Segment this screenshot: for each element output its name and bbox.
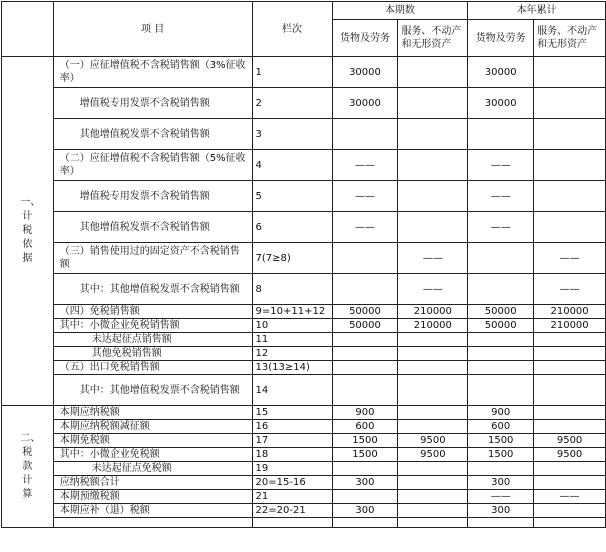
row-item: （五）出口免税销售额 (53, 361, 252, 375)
row-v2 (398, 361, 468, 375)
row-v1: 300 (332, 476, 398, 490)
row-item: 其中：其他增值税发票不含税销售额 (53, 375, 252, 406)
row-v4 (534, 420, 606, 434)
row-v2 (398, 333, 468, 347)
header-current-period: 本期数 (332, 2, 468, 20)
row-v4 (534, 406, 606, 420)
row-col: 10 (252, 319, 332, 333)
row-v2: —— (398, 274, 468, 305)
row-v3: —— (468, 490, 534, 504)
row-v1 (332, 243, 398, 274)
row-v1: 1500 (332, 434, 398, 448)
row-col: 15 (252, 406, 332, 420)
row-v1: —— (332, 212, 398, 243)
row-col: 8 (252, 274, 332, 305)
row-col: 1 (252, 57, 332, 88)
row-v2: —— (398, 243, 468, 274)
row-col: 9=10+11+12 (252, 305, 332, 319)
section-tax-calculation (2, 406, 54, 528)
row-col: 18 (252, 448, 332, 462)
row-col: 7(7≥8) (252, 243, 332, 274)
row-v4: —— (534, 243, 606, 274)
row-v4 (534, 476, 606, 490)
row-col: 3 (252, 119, 332, 150)
row-v1 (332, 375, 398, 406)
row-v3 (468, 243, 534, 274)
row-v3: 50000 (468, 319, 534, 333)
section-tax-basis (2, 57, 54, 406)
row-col: 21 (252, 490, 332, 504)
row-v1: 50000 (332, 319, 398, 333)
row-v1 (332, 462, 398, 476)
header-column-number: 栏次 (252, 2, 332, 57)
row-v1 (332, 333, 398, 347)
row-item: 本期应纳税额减征额 (53, 420, 252, 434)
header-cell-blank (2, 2, 54, 57)
row-v3: 300 (468, 476, 534, 490)
row-v2 (398, 490, 468, 504)
row-col: 12 (252, 347, 332, 361)
row-v3 (468, 462, 534, 476)
row-v3 (468, 361, 534, 375)
row-v3 (468, 119, 534, 150)
row-item: 本期应纳税额 (53, 406, 252, 420)
row-v1: 1500 (332, 448, 398, 462)
row-v2 (398, 518, 468, 528)
row-v4: 9500 (534, 434, 606, 448)
row-item (53, 518, 252, 528)
row-item: 本期应补（退）税额 (53, 504, 252, 518)
row-col: 19 (252, 462, 332, 476)
row-v3: —— (468, 150, 534, 181)
row-v2 (398, 420, 468, 434)
row-item: 本期免税额 (53, 434, 252, 448)
row-v4 (534, 119, 606, 150)
row-v4 (534, 57, 606, 88)
row-v2: 210000 (398, 319, 468, 333)
row-v4 (534, 375, 606, 406)
row-v1 (332, 274, 398, 305)
row-v3: 1500 (468, 448, 534, 462)
row-v2 (398, 504, 468, 518)
row-v1: 30000 (332, 57, 398, 88)
header-services: 服务、不动产和无形资产 (398, 20, 468, 57)
row-v4 (534, 150, 606, 181)
row-v4: 210000 (534, 305, 606, 319)
row-v2: 9500 (398, 448, 468, 462)
row-v2 (398, 406, 468, 420)
row-v2 (398, 462, 468, 476)
header-item: 项 目 (53, 2, 252, 57)
row-v4: —— (534, 490, 606, 504)
row-col (252, 518, 332, 528)
row-item: （一）应征增值税不含税销售额（3%征收率） (53, 57, 252, 88)
row-v3: 30000 (468, 88, 534, 119)
row-item: （四）免税销售额 (53, 305, 252, 319)
row-item: 其中：小微企业免税销售额 (53, 319, 252, 333)
row-v3: 30000 (468, 57, 534, 88)
row-v2 (398, 150, 468, 181)
row-v2 (398, 57, 468, 88)
row-item: 其中：小微企业免税额 (53, 448, 252, 462)
row-v4 (534, 462, 606, 476)
row-v3: 300 (468, 504, 534, 518)
row-item: 增值税专用发票不含税销售额 (53, 88, 252, 119)
row-col: 13(13≥14) (252, 361, 332, 375)
row-col: 11 (252, 333, 332, 347)
row-v4 (534, 518, 606, 528)
row-item: 其他免税销售额 (53, 347, 252, 361)
row-v2 (398, 119, 468, 150)
row-v1 (332, 518, 398, 528)
row-item: 增值税专用发票不含税销售额 (53, 181, 252, 212)
tax-return-table (1, 1, 606, 528)
row-item: 应纳税额合计 (53, 476, 252, 490)
section-tax-calculation-label: 二、税款计算 (20, 432, 41, 500)
row-v1: —— (332, 181, 398, 212)
row-v1: —— (332, 150, 398, 181)
row-v2 (398, 347, 468, 361)
row-v2 (398, 375, 468, 406)
row-col: 17 (252, 434, 332, 448)
header-goods-ytd: 货物及劳务 (468, 20, 534, 57)
row-v3: 1500 (468, 434, 534, 448)
row-v3: —— (468, 212, 534, 243)
row-item: 其他增值税发票不含税销售额 (53, 119, 252, 150)
row-v2 (398, 212, 468, 243)
row-v4 (534, 361, 606, 375)
row-v2: 9500 (398, 434, 468, 448)
row-col: 16 (252, 420, 332, 434)
row-v4: 9500 (534, 448, 606, 462)
row-v4 (534, 347, 606, 361)
header-services-ytd: 服务、不动产和无形资产 (534, 20, 606, 57)
row-v3: —— (468, 181, 534, 212)
row-col: 22=20-21 (252, 504, 332, 518)
row-v3 (468, 347, 534, 361)
row-item: 未达起征点免税额 (53, 462, 252, 476)
row-col: 20=15-16 (252, 476, 332, 490)
row-v3 (468, 518, 534, 528)
header-goods: 货物及劳务 (332, 20, 398, 57)
row-v1: 30000 (332, 88, 398, 119)
row-v2 (398, 476, 468, 490)
row-v1: 600 (332, 420, 398, 434)
row-v4: 210000 (534, 319, 606, 333)
header-year-total: 本年累计 (468, 2, 606, 20)
row-v4 (534, 333, 606, 347)
row-col: 2 (252, 88, 332, 119)
row-v4 (534, 181, 606, 212)
row-v1 (332, 347, 398, 361)
row-v2: 210000 (398, 305, 468, 319)
row-v1: 300 (332, 504, 398, 518)
row-col: 4 (252, 150, 332, 181)
row-v1 (332, 361, 398, 375)
row-item: 本期预缴税额 (53, 490, 252, 504)
row-item: 其中：其他增值税发票不含税销售额 (53, 274, 252, 305)
row-v4 (534, 504, 606, 518)
row-v4 (534, 212, 606, 243)
row-col: 14 (252, 375, 332, 406)
row-col: 6 (252, 212, 332, 243)
row-v3: 900 (468, 406, 534, 420)
row-v1 (332, 490, 398, 504)
row-v1: 50000 (332, 305, 398, 319)
row-v4: —— (534, 274, 606, 305)
row-v3 (468, 375, 534, 406)
row-v3 (468, 274, 534, 305)
row-item: （二）应征增值税不含税销售额（5%征收率） (53, 150, 252, 181)
row-v2 (398, 88, 468, 119)
row-v1 (332, 119, 398, 150)
row-item: 未达起征点销售额 (53, 333, 252, 347)
row-item: （三）销售使用过的固定资产不含税销售额 (53, 243, 252, 274)
row-v3: 600 (468, 420, 534, 434)
row-item: 其他增值税发票不含税销售额 (53, 212, 252, 243)
row-v2 (398, 181, 468, 212)
row-v4 (534, 88, 606, 119)
row-v3 (468, 333, 534, 347)
section-tax-basis-label: 一、计税依据 (20, 197, 41, 264)
row-col: 5 (252, 181, 332, 212)
row-v3: 50000 (468, 305, 534, 319)
row-v1: 900 (332, 406, 398, 420)
